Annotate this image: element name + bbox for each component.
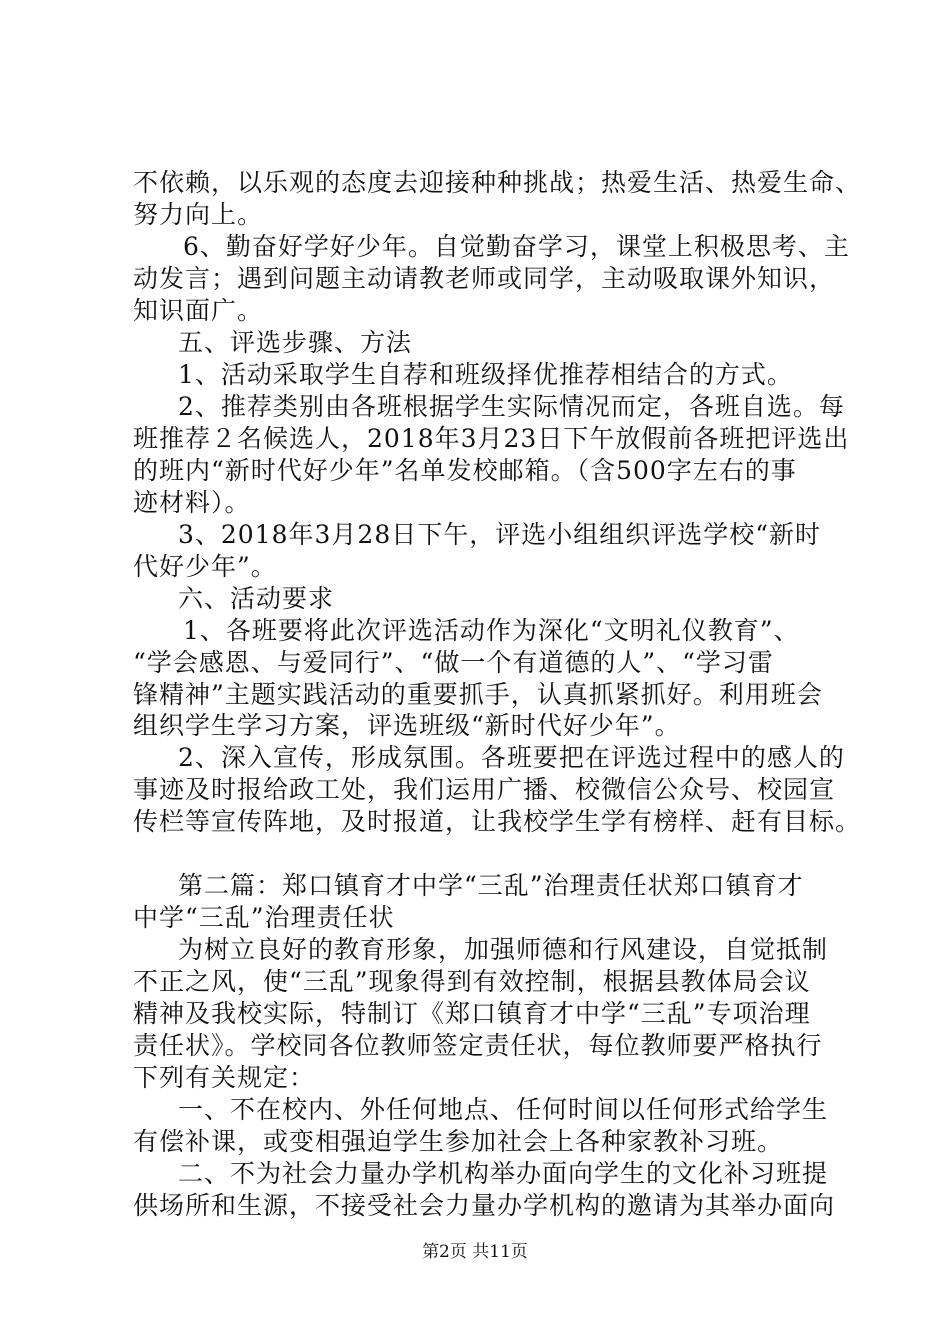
text-line: 不依赖，以乐观的态度去迎接种种挑战；热爱生活、热爱生命、 <box>133 168 862 197</box>
text-line: 为树立良好的教育形象，加强师德和行风建设，自觉抵制 <box>178 935 829 965</box>
text-line: 供场所和生源，不接受社会力量办学机构的邀请为其举办面向 <box>133 1191 836 1221</box>
text-line: 2、深入宣传，形成氛围。各班要把在评选过程中的感人的 <box>178 743 845 773</box>
text-line: 动发言；遇到问题主动请教老师或同学，主动吸取课外知识， <box>133 263 836 293</box>
text-line: “学会感恩、与爱同行”、“做一个有道德的人”、“学习雷 <box>133 647 774 677</box>
text-line: 组织学生学习方案，评选班级“新时代好少年”。 <box>133 711 681 741</box>
text-line: 1、各班要将此次评选活动作为深化“文明礼仪教育”、 <box>183 615 800 645</box>
text-line: 事迹及时报给政工处，我们运用广播、校微信公众号、校园宣 <box>133 775 836 805</box>
text-line: 下列有关规定： <box>133 1063 316 1093</box>
page-number-footer: 第2页 共11页 <box>422 1242 528 1262</box>
text-line: 一、不在校内、外任何地点、任何时间以任何形式给学生 <box>178 1095 829 1125</box>
text-line: 1、活动采取学生自荐和班级择优推荐相结合的方式。 <box>178 359 793 389</box>
text-line: 6、勤奋好学好少年。自觉勤奋学习，课堂上积极思考、主 <box>183 231 850 261</box>
text-line: 责任状》。学校同各位教师签定责任状，每位教师要严格执行 <box>133 1031 823 1061</box>
text-line: 传栏等宣传阵地，及时报道，让我校学生学有榜样、赶有目标。 <box>133 807 862 837</box>
text-line: 有偿补课，或变相强迫学生参加社会上各种家教补习班。 <box>133 1127 784 1157</box>
text-line: 3、2018年3月28日下午，评选小组组织评选学校“新时 <box>178 519 822 549</box>
section-heading: 五、评选步骤、方法 <box>178 327 413 357</box>
text-line: 锋精神”主题实践活动的重要抓手，认真抓紧抓好。利用班会 <box>133 679 823 709</box>
section-heading: 六、活动要求 <box>178 583 335 613</box>
text-line: 知识面广。 <box>133 295 264 325</box>
text-line: 代好少年”。 <box>133 551 277 581</box>
article-title: 中学“三乱”治理责任状 <box>133 903 395 933</box>
text-line: 班推荐２名候选人，2018年3月23日下午放假前各班把评选出 <box>133 423 850 453</box>
text-line: 2、推荐类别由各班根据学生实际情况而定，各班自选。每 <box>178 391 845 421</box>
article-title: 第二篇：郑口镇育才中学“三乱”治理责任状郑口镇育才 <box>178 871 804 901</box>
text-line: 不正之风，使“三乱”现象得到有效控制，根据县教体局会议 <box>133 967 811 997</box>
text-line: 迹材料）。 <box>133 487 251 517</box>
text-line: 精神及我校实际，特制订《郑口镇育才中学“三乱”专项治理 <box>133 999 811 1029</box>
text-line: 的班内“新时代好少年”名单发校邮箱。（含500字左右的事 <box>133 455 797 485</box>
text-line: 二、不为社会力量办学机构举办面向学生的文化补习班提 <box>178 1159 829 1189</box>
text-line: 努力向上。 <box>133 199 264 229</box>
